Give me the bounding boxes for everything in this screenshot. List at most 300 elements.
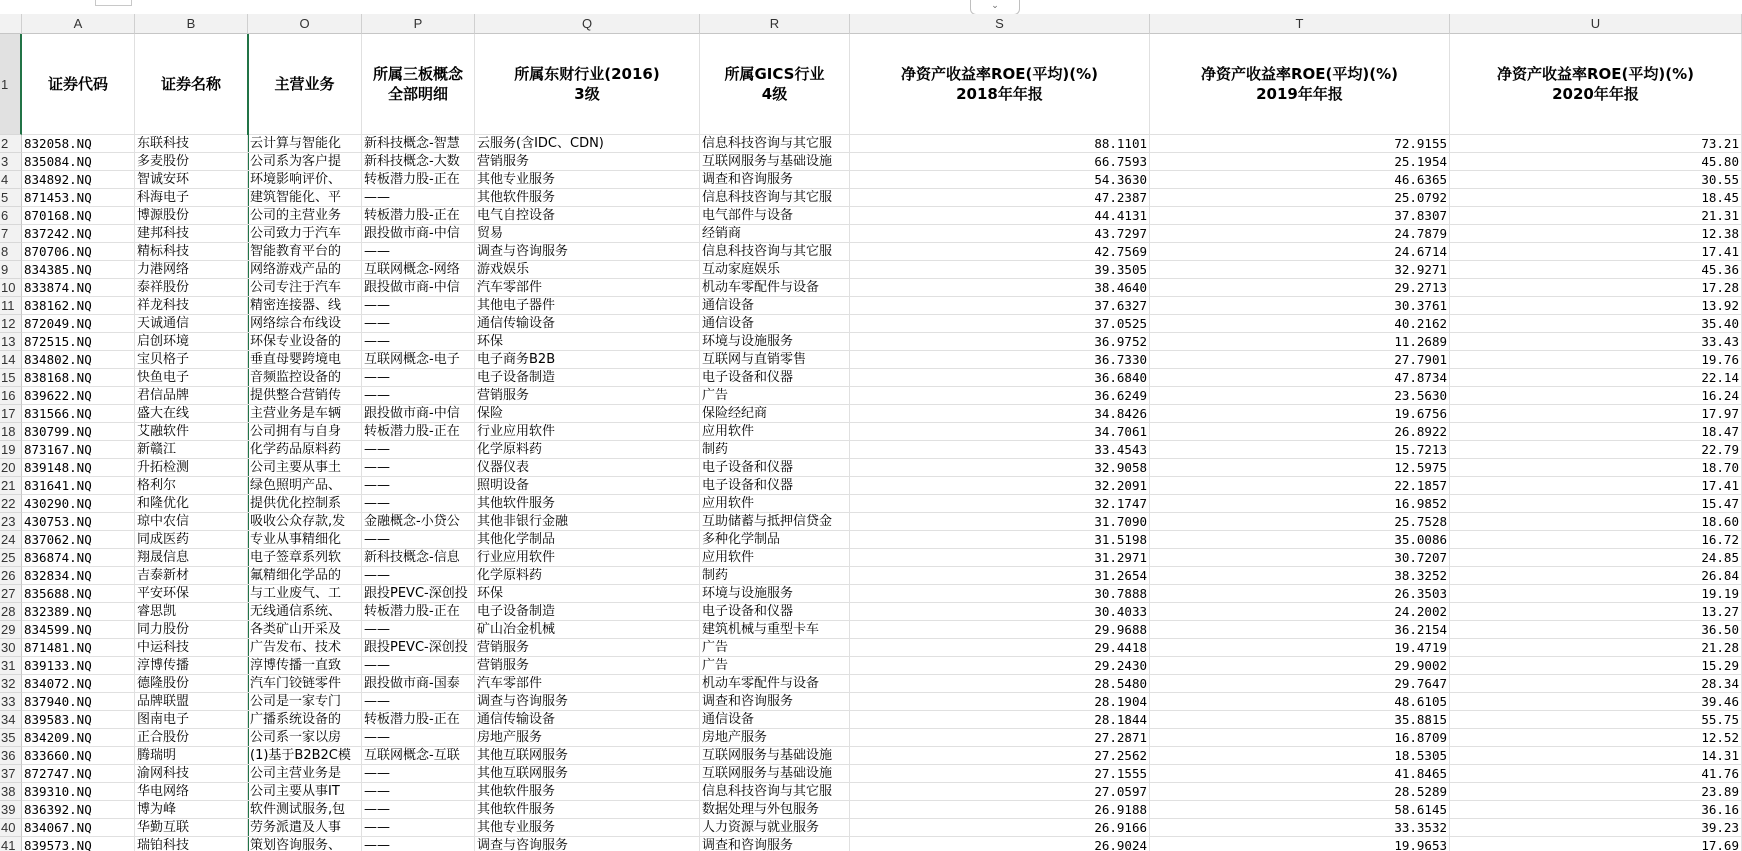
column-header-q[interactable]: Q [475, 14, 700, 34]
cell-r[interactable]: 房地产服务 [700, 729, 850, 747]
cell-s[interactable]: 29.9688 [850, 621, 1150, 639]
row-header[interactable]: 39 [0, 801, 22, 819]
row-header[interactable]: 34 [0, 711, 22, 729]
cell-r[interactable]: 数据处理与外包服务 [700, 801, 850, 819]
cell-t[interactable]: 30.7207 [1150, 549, 1450, 567]
cell-p[interactable]: —— [362, 243, 475, 261]
cell-o[interactable]: 建筑智能化、平 [248, 189, 362, 207]
cell-a[interactable]: 832834.NQ [22, 567, 135, 585]
cell-s[interactable]: 37.0525 [850, 315, 1150, 333]
row-header[interactable]: 10 [0, 279, 22, 297]
cell-r[interactable]: 保险经纪商 [700, 405, 850, 423]
cell-u[interactable]: 12.52 [1450, 729, 1742, 747]
cell-p[interactable]: —— [362, 621, 475, 639]
cell-a[interactable]: 871453.NQ [22, 189, 135, 207]
column-header-o[interactable]: O [248, 14, 362, 34]
cell-t[interactable]: 33.3532 [1150, 819, 1450, 837]
cell-o[interactable]: 主营业务是车辆 [248, 405, 362, 423]
cell-p[interactable]: 新科技概念-智慧 [362, 135, 475, 153]
cell-p[interactable]: —— [362, 765, 475, 783]
cell-r[interactable]: 环境与设施服务 [700, 585, 850, 603]
cell-b[interactable]: 智诚安环 [135, 171, 248, 189]
cell-b[interactable]: 同力股份 [135, 621, 248, 639]
cell-b[interactable]: 东联科技 [135, 135, 248, 153]
cell-q[interactable]: 其他专业服务 [475, 171, 700, 189]
cell-s[interactable]: 29.4418 [850, 639, 1150, 657]
cell-a[interactable]: 831641.NQ [22, 477, 135, 495]
select-all-corner[interactable] [0, 14, 22, 34]
cell-b[interactable]: 博为峰 [135, 801, 248, 819]
row-header[interactable]: 32 [0, 675, 22, 693]
cell-s[interactable]: 42.7569 [850, 243, 1150, 261]
cell-b[interactable]: 快鱼电子 [135, 369, 248, 387]
cell-s[interactable]: 47.2387 [850, 189, 1150, 207]
cell-b[interactable]: 启创环境 [135, 333, 248, 351]
cell-u[interactable]: 45.80 [1450, 153, 1742, 171]
cell-p[interactable]: —— [362, 837, 475, 851]
cell-q[interactable]: 营销服务 [475, 639, 700, 657]
cell-u[interactable]: 18.45 [1450, 189, 1742, 207]
cell-q[interactable]: 汽车零部件 [475, 675, 700, 693]
cell-r[interactable]: 电子设备和仪器 [700, 459, 850, 477]
cell-u[interactable]: 26.84 [1450, 567, 1742, 585]
cell-q[interactable]: 调查与咨询服务 [475, 243, 700, 261]
header-cell-o[interactable]: 主营业务 [248, 34, 362, 135]
cell-p[interactable]: —— [362, 783, 475, 801]
cell-t[interactable]: 30.3761 [1150, 297, 1450, 315]
cell-t[interactable]: 16.8709 [1150, 729, 1450, 747]
cell-b[interactable]: 琼中农信 [135, 513, 248, 531]
cell-p[interactable]: 互联网概念-网络 [362, 261, 475, 279]
cell-q[interactable]: 仪器仪表 [475, 459, 700, 477]
cell-b[interactable]: 华勤互联 [135, 819, 248, 837]
cell-u[interactable]: 19.76 [1450, 351, 1742, 369]
cell-q[interactable]: 汽车零部件 [475, 279, 700, 297]
cell-q[interactable]: 房地产服务 [475, 729, 700, 747]
cell-u[interactable]: 33.43 [1450, 333, 1742, 351]
cell-p[interactable]: 转板潜力股-正在 [362, 711, 475, 729]
cell-a[interactable]: 839622.NQ [22, 387, 135, 405]
cell-s[interactable]: 43.7297 [850, 225, 1150, 243]
cell-q[interactable]: 调查与咨询服务 [475, 693, 700, 711]
cell-b[interactable]: 新赣江 [135, 441, 248, 459]
cell-a[interactable]: 839573.NQ [22, 837, 135, 851]
cell-o[interactable]: 化学药品原料药 [248, 441, 362, 459]
cell-a[interactable]: 834072.NQ [22, 675, 135, 693]
cell-q[interactable]: 其他电子器件 [475, 297, 700, 315]
cell-q[interactable]: 其他互联网服务 [475, 747, 700, 765]
cell-a[interactable]: 834892.NQ [22, 171, 135, 189]
cell-u[interactable]: 18.47 [1450, 423, 1742, 441]
cell-s[interactable]: 26.9166 [850, 819, 1150, 837]
cell-r[interactable]: 互联网服务与基础设施 [700, 765, 850, 783]
cell-s[interactable]: 31.7090 [850, 513, 1150, 531]
cell-b[interactable]: 天诚通信 [135, 315, 248, 333]
row-header[interactable]: 36 [0, 747, 22, 765]
cell-a[interactable]: 834067.NQ [22, 819, 135, 837]
cell-q[interactable]: 调查与咨询服务 [475, 837, 700, 851]
cell-t[interactable]: 35.0086 [1150, 531, 1450, 549]
cell-p[interactable]: —— [362, 333, 475, 351]
cell-b[interactable]: 精标科技 [135, 243, 248, 261]
row-header[interactable]: 15 [0, 369, 22, 387]
cell-p[interactable]: 转板潜力股-正在 [362, 171, 475, 189]
cell-q[interactable]: 其他软件服务 [475, 801, 700, 819]
cell-r[interactable]: 电子设备和仪器 [700, 603, 850, 621]
cell-s[interactable]: 27.1555 [850, 765, 1150, 783]
cell-r[interactable]: 互助储蓄与抵押信贷金 [700, 513, 850, 531]
row-header[interactable]: 35 [0, 729, 22, 747]
cell-r[interactable]: 互联网服务与基础设施 [700, 153, 850, 171]
cell-t[interactable]: 58.6145 [1150, 801, 1450, 819]
cell-o[interactable]: 公司拥有与自身 [248, 423, 362, 441]
cell-o[interactable]: 环境影响评价、 [248, 171, 362, 189]
cell-r[interactable]: 应用软件 [700, 423, 850, 441]
cell-s[interactable]: 38.4640 [850, 279, 1150, 297]
cell-s[interactable]: 27.0597 [850, 783, 1150, 801]
column-header-a[interactable]: A [22, 14, 135, 34]
cell-u[interactable]: 41.76 [1450, 765, 1742, 783]
cell-s[interactable]: 36.9752 [850, 333, 1150, 351]
row-header[interactable]: 25 [0, 549, 22, 567]
cell-p[interactable]: 跟投做市商-国泰 [362, 675, 475, 693]
row-header[interactable]: 37 [0, 765, 22, 783]
cell-b[interactable]: 瑞铂科技 [135, 837, 248, 851]
cell-t[interactable]: 37.8307 [1150, 207, 1450, 225]
collapse-ribbon-button[interactable] [970, 0, 1020, 15]
cell-u[interactable]: 30.55 [1450, 171, 1742, 189]
cell-b[interactable]: 科海电子 [135, 189, 248, 207]
cell-t[interactable]: 35.8815 [1150, 711, 1450, 729]
cell-r[interactable]: 信息科技咨询与其它服 [700, 243, 850, 261]
cell-b[interactable]: 睿思凯 [135, 603, 248, 621]
cell-a[interactable]: 836392.NQ [22, 801, 135, 819]
cell-o[interactable]: 广播系统设备的 [248, 711, 362, 729]
cell-b[interactable]: 平安环保 [135, 585, 248, 603]
cell-u[interactable]: 17.41 [1450, 477, 1742, 495]
header-cell-p[interactable]: 所属三板概念 全部明细 [362, 34, 475, 135]
cell-t[interactable]: 29.2713 [1150, 279, 1450, 297]
cell-o[interactable]: 汽车门铰链零件 [248, 675, 362, 693]
cell-r[interactable]: 信息科技咨询与其它服 [700, 135, 850, 153]
cell-t[interactable]: 12.5975 [1150, 459, 1450, 477]
cell-u[interactable]: 36.16 [1450, 801, 1742, 819]
cell-a[interactable]: 834385.NQ [22, 261, 135, 279]
cell-s[interactable]: 44.4131 [850, 207, 1150, 225]
cell-t[interactable]: 26.3503 [1150, 585, 1450, 603]
cell-p[interactable]: —— [362, 693, 475, 711]
cell-r[interactable]: 人力资源与就业服务 [700, 819, 850, 837]
cell-o[interactable]: 公司系一家以房 [248, 729, 362, 747]
cell-p[interactable]: 互联网概念-电子 [362, 351, 475, 369]
cell-s[interactable]: 34.8426 [850, 405, 1150, 423]
row-header[interactable]: 16 [0, 387, 22, 405]
cell-p[interactable]: 新科技概念-大数 [362, 153, 475, 171]
cell-p[interactable]: —— [362, 531, 475, 549]
row-header[interactable]: 19 [0, 441, 22, 459]
cell-u[interactable]: 18.70 [1450, 459, 1742, 477]
cell-o[interactable]: 公司主营业务是 [248, 765, 362, 783]
cell-o[interactable]: 公司专注于汽车 [248, 279, 362, 297]
row-header[interactable]: 26 [0, 567, 22, 585]
cell-s[interactable]: 36.6249 [850, 387, 1150, 405]
cell-p[interactable]: —— [362, 369, 475, 387]
cell-b[interactable]: 渝网科技 [135, 765, 248, 783]
cell-q[interactable]: 化学原料药 [475, 441, 700, 459]
row-header[interactable]: 33 [0, 693, 22, 711]
cell-u[interactable]: 17.28 [1450, 279, 1742, 297]
header-cell-a[interactable]: 证券代码 [22, 34, 135, 135]
cell-t[interactable]: 25.0792 [1150, 189, 1450, 207]
cell-q[interactable]: 照明设备 [475, 477, 700, 495]
cell-b[interactable]: 吉泰新材 [135, 567, 248, 585]
row-header[interactable]: 23 [0, 513, 22, 531]
cell-o[interactable]: 环保专业设备的 [248, 333, 362, 351]
cell-o[interactable]: 垂直母婴跨境电 [248, 351, 362, 369]
header-cell-u[interactable]: 净资产收益率ROE(平均)(%) 2020年年报 [1450, 34, 1742, 135]
cell-b[interactable]: 博源股份 [135, 207, 248, 225]
row-header[interactable]: 8 [0, 243, 22, 261]
cell-o[interactable]: 公司的主营业务 [248, 207, 362, 225]
cell-a[interactable]: 834599.NQ [22, 621, 135, 639]
cell-a[interactable]: 832389.NQ [22, 603, 135, 621]
cell-t[interactable]: 24.6714 [1150, 243, 1450, 261]
cell-o[interactable]: 公司主要从事IT [248, 783, 362, 801]
row-header[interactable]: 30 [0, 639, 22, 657]
cell-o[interactable]: 公司是一家专门 [248, 693, 362, 711]
cell-a[interactable]: 872747.NQ [22, 765, 135, 783]
cell-t[interactable]: 32.9271 [1150, 261, 1450, 279]
column-header-r[interactable]: R [700, 14, 850, 34]
row-header[interactable]: 3 [0, 153, 22, 171]
header-cell-s[interactable]: 净资产收益率ROE(平均)(%) 2018年年报 [850, 34, 1150, 135]
cell-s[interactable]: 30.4033 [850, 603, 1150, 621]
header-cell-b[interactable]: 证券名称 [135, 34, 248, 135]
cell-u[interactable]: 39.46 [1450, 693, 1742, 711]
header-cell-q[interactable]: 所属东财行业(2016) 3级 [475, 34, 700, 135]
cell-r[interactable]: 制药 [700, 567, 850, 585]
cell-q[interactable]: 通信传输设备 [475, 315, 700, 333]
cell-a[interactable]: 834802.NQ [22, 351, 135, 369]
cell-u[interactable]: 21.31 [1450, 207, 1742, 225]
row-header[interactable]: 41 [0, 837, 22, 851]
cell-q[interactable]: 贸易 [475, 225, 700, 243]
cell-a[interactable]: 831566.NQ [22, 405, 135, 423]
cell-a[interactable]: 835084.NQ [22, 153, 135, 171]
cell-t[interactable]: 29.7647 [1150, 675, 1450, 693]
cell-p[interactable]: —— [362, 459, 475, 477]
cell-r[interactable]: 经销商 [700, 225, 850, 243]
cell-q[interactable]: 云服务(含IDC、CDN) [475, 135, 700, 153]
row-header[interactable]: 21 [0, 477, 22, 495]
cell-p[interactable]: —— [362, 657, 475, 675]
row-header[interactable]: 18 [0, 423, 22, 441]
cell-o[interactable]: 智能教育平台的 [248, 243, 362, 261]
cell-u[interactable]: 22.79 [1450, 441, 1742, 459]
cell-q[interactable]: 营销服务 [475, 657, 700, 675]
column-header-b[interactable]: B [135, 14, 248, 34]
cell-a[interactable]: 430753.NQ [22, 513, 135, 531]
cell-r[interactable]: 应用软件 [700, 549, 850, 567]
cell-a[interactable]: 832058.NQ [22, 135, 135, 153]
cell-a[interactable]: 873167.NQ [22, 441, 135, 459]
cell-b[interactable]: 中运科技 [135, 639, 248, 657]
cell-q[interactable]: 其他互联网服务 [475, 765, 700, 783]
cell-r[interactable]: 互动家庭娱乐 [700, 261, 850, 279]
row-header[interactable]: 12 [0, 315, 22, 333]
cell-o[interactable]: 淳博传播一直致 [248, 657, 362, 675]
cell-o[interactable]: 绿色照明产品、 [248, 477, 362, 495]
cell-s[interactable]: 26.9188 [850, 801, 1150, 819]
cell-u[interactable]: 55.75 [1450, 711, 1742, 729]
cell-r[interactable]: 信息科技咨询与其它服 [700, 783, 850, 801]
cell-q[interactable]: 其他软件服务 [475, 189, 700, 207]
cell-s[interactable]: 39.3505 [850, 261, 1150, 279]
cell-r[interactable]: 调查和咨询服务 [700, 171, 850, 189]
cell-o[interactable]: 与工业废气、工 [248, 585, 362, 603]
cell-u[interactable]: 16.24 [1450, 387, 1742, 405]
cell-a[interactable]: 838162.NQ [22, 297, 135, 315]
cell-u[interactable]: 36.50 [1450, 621, 1742, 639]
cell-r[interactable]: 调查和咨询服务 [700, 837, 850, 851]
cell-s[interactable]: 88.1101 [850, 135, 1150, 153]
cell-p[interactable]: 转板潜力股-正在 [362, 207, 475, 225]
sheet-tab-fragment[interactable] [95, 0, 132, 6]
cell-s[interactable]: 31.2654 [850, 567, 1150, 585]
cell-q[interactable]: 化学原料药 [475, 567, 700, 585]
cell-o[interactable]: 广告发布、技术 [248, 639, 362, 657]
cell-a[interactable]: 870168.NQ [22, 207, 135, 225]
cell-s[interactable]: 37.6327 [850, 297, 1150, 315]
header-cell-t[interactable]: 净资产收益率ROE(平均)(%) 2019年年报 [1150, 34, 1450, 135]
cell-q[interactable]: 环保 [475, 585, 700, 603]
cell-q[interactable]: 电气自控设备 [475, 207, 700, 225]
cell-u[interactable]: 39.23 [1450, 819, 1742, 837]
cell-p[interactable]: 新科技概念-信息 [362, 549, 475, 567]
cell-o[interactable]: 提供优化控制系 [248, 495, 362, 513]
cell-p[interactable]: 金融概念-小贷公 [362, 513, 475, 531]
cell-b[interactable]: 图南电子 [135, 711, 248, 729]
cell-b[interactable]: 淳博传播 [135, 657, 248, 675]
cell-q[interactable]: 其他非银行金融 [475, 513, 700, 531]
cell-a[interactable]: 833874.NQ [22, 279, 135, 297]
cell-u[interactable]: 45.36 [1450, 261, 1742, 279]
cell-o[interactable]: 无线通信系统、 [248, 603, 362, 621]
cell-b[interactable]: 和隆优化 [135, 495, 248, 513]
cell-o[interactable]: 网络游戏产品的 [248, 261, 362, 279]
cell-t[interactable]: 72.9155 [1150, 135, 1450, 153]
cell-s[interactable]: 31.5198 [850, 531, 1150, 549]
row-header[interactable]: 22 [0, 495, 22, 513]
cell-t[interactable]: 25.7528 [1150, 513, 1450, 531]
cell-p[interactable]: —— [362, 495, 475, 513]
cell-o[interactable]: 提供整合营销传 [248, 387, 362, 405]
row-header[interactable]: 28 [0, 603, 22, 621]
cell-r[interactable]: 电气部件与设备 [700, 207, 850, 225]
cell-r[interactable]: 环境与设施服务 [700, 333, 850, 351]
row-header[interactable]: 11 [0, 297, 22, 315]
row-header-1[interactable]: 1 [0, 34, 22, 135]
cell-q[interactable]: 行业应用软件 [475, 549, 700, 567]
cell-a[interactable]: 837062.NQ [22, 531, 135, 549]
cell-s[interactable]: 32.1747 [850, 495, 1150, 513]
cell-a[interactable]: 833660.NQ [22, 747, 135, 765]
cell-t[interactable]: 19.4719 [1150, 639, 1450, 657]
cell-t[interactable]: 19.9653 [1150, 837, 1450, 851]
cell-u[interactable]: 35.40 [1450, 315, 1742, 333]
cell-b[interactable]: 建邦科技 [135, 225, 248, 243]
cell-o[interactable]: 音频监控设备的 [248, 369, 362, 387]
cell-q[interactable]: 通信传输设备 [475, 711, 700, 729]
cell-b[interactable]: 华电网络 [135, 783, 248, 801]
cell-a[interactable]: 839310.NQ [22, 783, 135, 801]
cell-b[interactable]: 升拓检测 [135, 459, 248, 477]
cell-u[interactable]: 12.38 [1450, 225, 1742, 243]
cell-s[interactable]: 66.7593 [850, 153, 1150, 171]
cell-u[interactable]: 14.31 [1450, 747, 1742, 765]
cell-r[interactable]: 广告 [700, 639, 850, 657]
cell-s[interactable]: 34.7061 [850, 423, 1150, 441]
cell-q[interactable]: 其他软件服务 [475, 495, 700, 513]
cell-r[interactable]: 互联网与直销零售 [700, 351, 850, 369]
cell-b[interactable]: 品牌联盟 [135, 693, 248, 711]
cell-t[interactable]: 11.2689 [1150, 333, 1450, 351]
cell-r[interactable]: 制药 [700, 441, 850, 459]
cell-b[interactable]: 正合股份 [135, 729, 248, 747]
cell-s[interactable]: 30.7888 [850, 585, 1150, 603]
cell-t[interactable]: 40.2162 [1150, 315, 1450, 333]
cell-u[interactable]: 19.19 [1450, 585, 1742, 603]
cell-a[interactable]: 834209.NQ [22, 729, 135, 747]
row-header[interactable]: 38 [0, 783, 22, 801]
cell-t[interactable]: 23.5630 [1150, 387, 1450, 405]
row-header[interactable]: 2 [0, 135, 22, 153]
cell-p[interactable]: —— [362, 297, 475, 315]
cell-r[interactable]: 通信设备 [700, 315, 850, 333]
cell-b[interactable]: 祥龙科技 [135, 297, 248, 315]
cell-t[interactable]: 24.2002 [1150, 603, 1450, 621]
cell-p[interactable]: 跟投PEVC-深创投 [362, 585, 475, 603]
cell-t[interactable]: 16.9852 [1150, 495, 1450, 513]
cell-s[interactable]: 26.9024 [850, 837, 1150, 851]
cell-p[interactable]: 转板潜力股-正在 [362, 603, 475, 621]
cell-o[interactable]: 各类矿山开采及 [248, 621, 362, 639]
cell-p[interactable]: —— [362, 189, 475, 207]
cell-s[interactable]: 33.4543 [850, 441, 1150, 459]
cell-r[interactable]: 建筑机械与重型卡车 [700, 621, 850, 639]
cell-o[interactable]: 氟精细化学品的 [248, 567, 362, 585]
cell-q[interactable]: 环保 [475, 333, 700, 351]
cell-s[interactable]: 36.6840 [850, 369, 1150, 387]
cell-b[interactable]: 力港网络 [135, 261, 248, 279]
cell-b[interactable]: 君信品牌 [135, 387, 248, 405]
cell-a[interactable]: 836874.NQ [22, 549, 135, 567]
row-header[interactable]: 7 [0, 225, 22, 243]
cell-t[interactable]: 28.5289 [1150, 783, 1450, 801]
row-header[interactable]: 31 [0, 657, 22, 675]
cell-r[interactable]: 通信设备 [700, 297, 850, 315]
cell-r[interactable]: 机动车零配件与设备 [700, 675, 850, 693]
row-header[interactable]: 24 [0, 531, 22, 549]
cell-p[interactable]: 跟投做市商-中信 [362, 225, 475, 243]
cell-a[interactable]: 839133.NQ [22, 657, 135, 675]
cell-q[interactable]: 其他化学制品 [475, 531, 700, 549]
cell-u[interactable]: 13.92 [1450, 297, 1742, 315]
header-cell-r[interactable]: 所属GICS行业 4级 [700, 34, 850, 135]
cell-p[interactable]: 转板潜力股-正在 [362, 423, 475, 441]
cell-p[interactable]: —— [362, 567, 475, 585]
cell-t[interactable]: 19.6756 [1150, 405, 1450, 423]
